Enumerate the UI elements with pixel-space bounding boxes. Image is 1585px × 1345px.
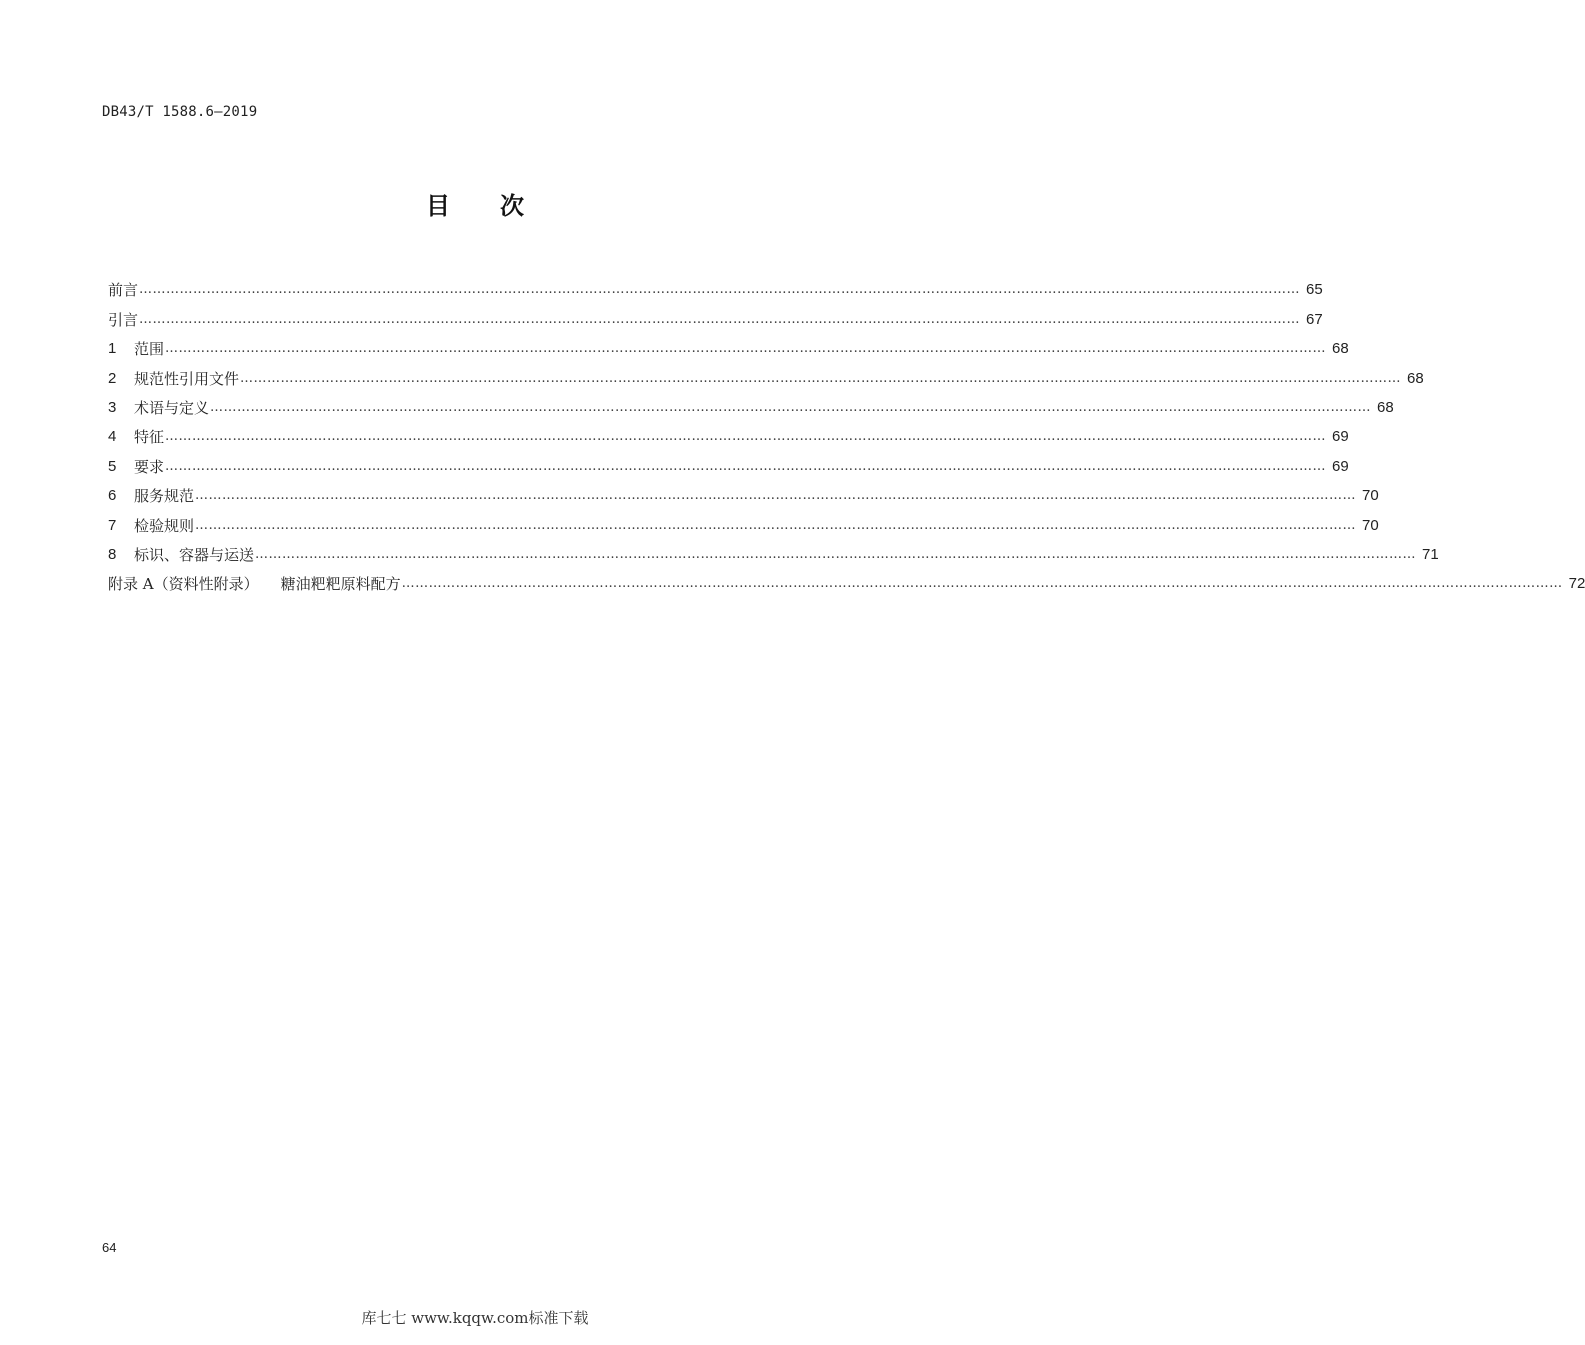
toc-entry-page: 72 [1568, 575, 1585, 593]
toc-entry-label: 范围 [134, 340, 165, 359]
toc-entry-number: 6 [108, 487, 117, 505]
toc-leader-dots: …………………………………………………………………………………………………………………………………………………………………………………………………………………………………… [195, 517, 1357, 533]
toc-entry-label: 特征 [134, 428, 165, 447]
title-char-1: 目 [426, 192, 450, 220]
toc-entry-label: 前言 [108, 281, 139, 300]
toc-entry-page: 67 [1306, 310, 1323, 328]
toc-entry-marking-containers-transport[interactable] [108, 537, 1439, 566]
toc-entry-introduction[interactable] [108, 301, 1323, 330]
toc-entry-characteristics[interactable] [108, 419, 1349, 448]
toc-leader-dots: …………………………………………………………………………………………………………………………………………………………………………………………………………………………………… [165, 458, 1327, 474]
toc-entry-label: 服务规范 [134, 487, 195, 506]
toc-entry-number: 3 [108, 398, 117, 416]
toc-entry-label: 引言 [108, 310, 139, 329]
toc-appendix-prefix: 附录 A（资料性附录） [108, 575, 259, 594]
toc-entry-page: 69 [1332, 457, 1349, 475]
toc-entry-label: 检验规则 [134, 516, 195, 535]
toc-leader-dots: …………………………………………………………………………………………………………………………………………………………………………………………………………………………………… [255, 546, 1417, 562]
toc-leader-dots: …………………………………………………………………………………………………………………………………………………………………………………………………………………………………… [165, 341, 1327, 357]
toc-entry-number: 4 [108, 428, 117, 446]
toc-entry-page: 68 [1377, 398, 1394, 416]
toc-entry-number: 2 [108, 369, 117, 387]
toc-entry-page: 69 [1332, 428, 1349, 446]
page-title [0, 186, 950, 221]
toc-entry-label: 规范性引用文件 [134, 369, 240, 388]
toc-entry-service-specification[interactable] [108, 478, 1379, 507]
standard-code: DB43/T 1588.6—2019 [102, 104, 258, 120]
toc-leader-dots: …………………………………………………………………………………………………………………………………………………………………………………………………………………………………… [139, 311, 1301, 327]
toc-entry-scope[interactable] [108, 331, 1349, 360]
toc-entry-appendix-a[interactable] [108, 566, 1585, 595]
toc-entry-number: 7 [108, 516, 117, 534]
toc-entry-label: 要求 [134, 457, 165, 476]
toc-appendix-label [108, 573, 401, 595]
toc-leader-dots: …………………………………………………………………………………………………………………………………………………………………………………………………………………………………… [165, 429, 1327, 445]
table-of-contents [108, 272, 1585, 595]
toc-entry-number: 5 [108, 457, 117, 475]
toc-entry-page: 70 [1362, 487, 1379, 505]
footer-watermark: 库七七 www.kqqw.com标准下载 [361, 1309, 589, 1327]
toc-entry-inspection-rules[interactable] [108, 507, 1379, 536]
toc-leader-dots: …………………………………………………………………………………………………………………………………………………………………………………………………………………………………… [210, 399, 1372, 415]
toc-entry-normative-references[interactable] [108, 360, 1424, 389]
toc-entry-foreword[interactable] [108, 272, 1323, 301]
toc-entry-page: 70 [1362, 516, 1379, 534]
toc-leader-dots: …………………………………………………………………………………………………………………………………………………………………………………………………………………………………… [401, 576, 1563, 592]
toc-entry-terms-definitions[interactable] [108, 390, 1394, 419]
toc-leader-dots: …………………………………………………………………………………………………………………………………………………………………………………………………………………………………… [195, 488, 1357, 504]
toc-entry-page: 71 [1422, 545, 1439, 563]
toc-entry-number: 1 [108, 340, 117, 358]
toc-entry-number: 8 [108, 545, 117, 563]
toc-entry-page: 65 [1306, 281, 1323, 299]
toc-entry-page: 68 [1332, 340, 1349, 358]
toc-entry-label: 标识、容器与运送 [134, 545, 255, 564]
toc-leader-dots: …………………………………………………………………………………………………………………………………………………………………………………………………………………………………… [139, 282, 1301, 298]
toc-entry-label: 术语与定义 [134, 398, 210, 417]
toc-appendix-title: 糖油粑粑原料配方 [280, 575, 401, 594]
page-number: 64 [102, 1240, 117, 1255]
toc-leader-dots: …………………………………………………………………………………………………………………………………………………………………………………………………………………………………… [240, 370, 1402, 386]
toc-entry-requirements[interactable] [108, 448, 1349, 477]
title-char-2: 次 [500, 192, 524, 220]
toc-entry-page: 68 [1407, 369, 1424, 387]
